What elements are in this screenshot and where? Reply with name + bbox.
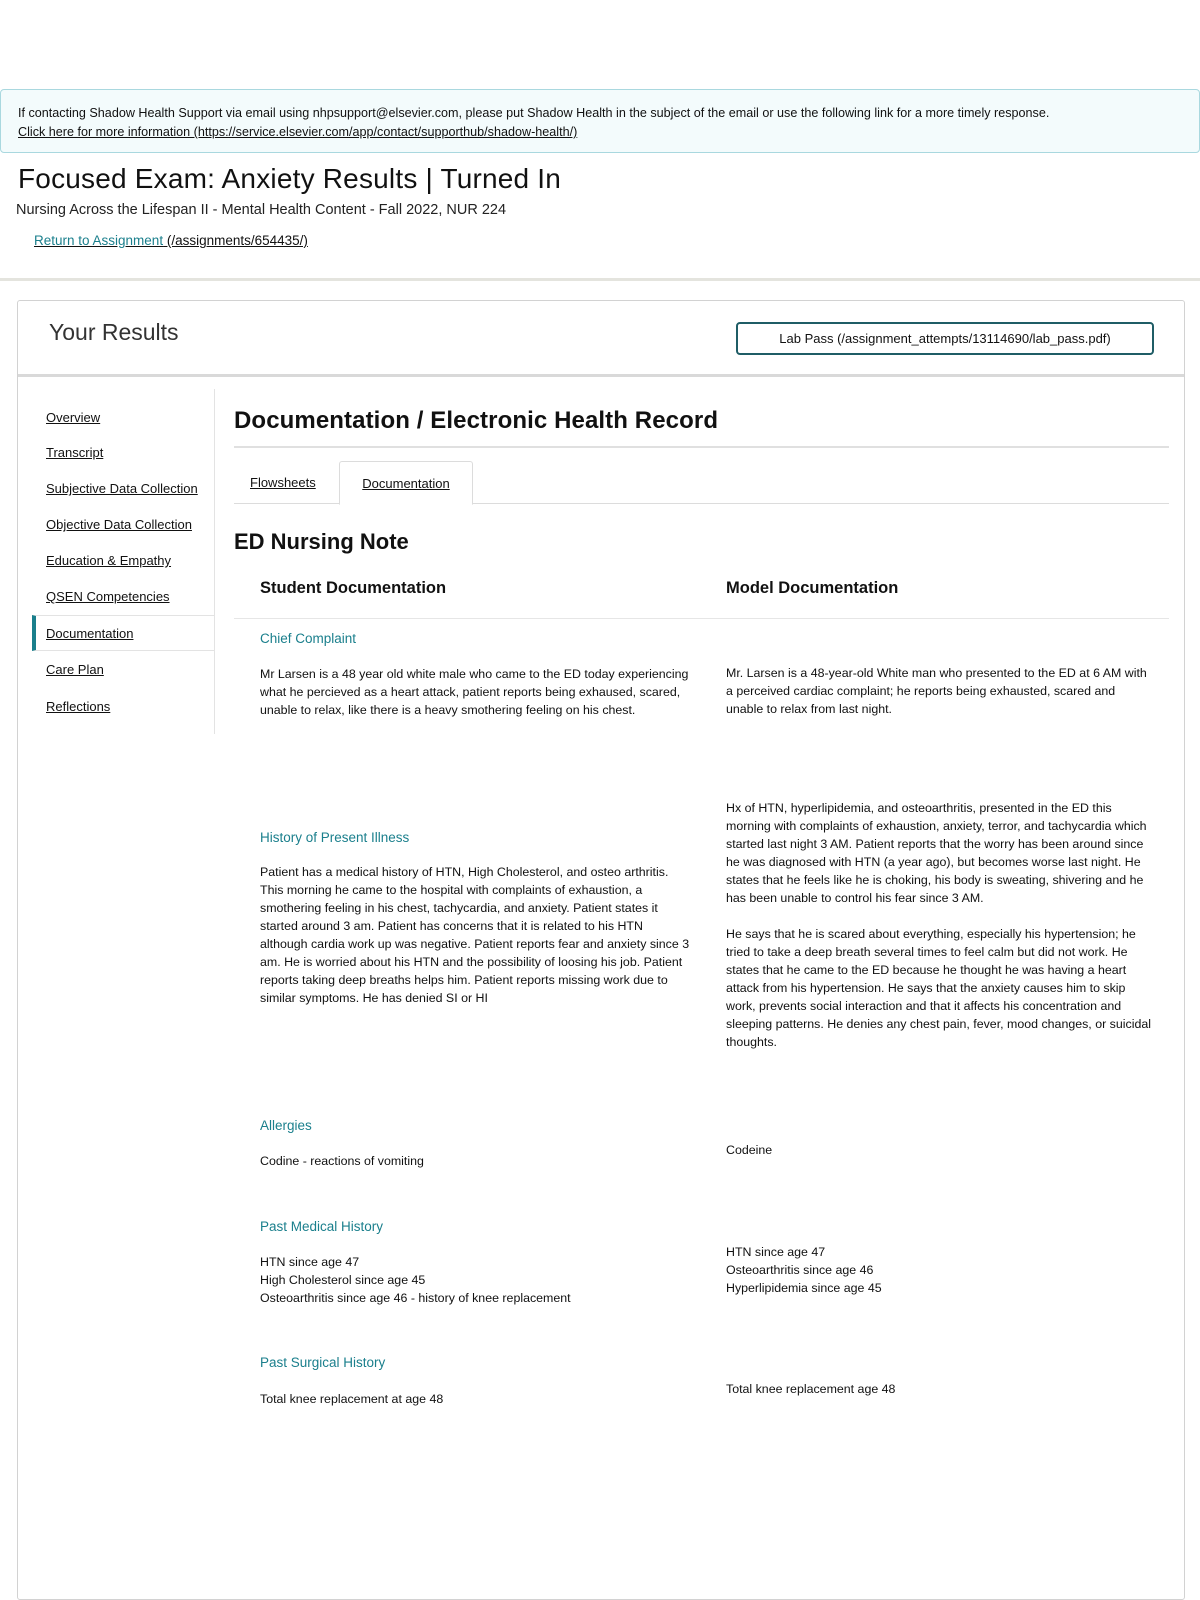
results-header: [18, 301, 1184, 377]
model-history-present-illness: Hx of HTN, hyperlipidemia, and osteoarthritis, presented in the ED this morning with complaints of exhaustion, anxiety, terror, and tachycardia which started last night 3 AM. Patient reports that the worry has been around since he was diagnosed with HTN (a year ago), but becomes worse last night. He states that he feels like he is choking, his body is sweating, shivering and he has been unable to control his fear since 3 AM. He says that he is scared about everything, especially his hypertension; he tried to take a deep breath several times to feel calm but did not work. He states that he came to the ED because he thought he was having a heart attack from his hypertension. He says that the anxiety causes him to skip work, prevents social interaction and that it affects his concentration and sleeping patterns. He denies any chest pain, fever, mood changes, or suicidal thoughts.: [726, 801, 1151, 1049]
support-notice: If contacting Shadow Health Support via email using nhpsupport@elsevier.com, please put Shadow Health in the subject of the email or use the following link for a more timely response.: [18, 106, 1050, 120]
student-column-header: Student Documentation: [260, 579, 447, 597]
model-chief-complaint: Mr. Larsen is a 48-year-old White man who presented to the ED at 6 AM with a perceived cardiac complaint; he reports being exhausted, scared and unable to relax from last night.: [726, 666, 1147, 716]
results-title: Your Results: [49, 319, 179, 345]
header-divider: [0, 278, 1200, 281]
results-panel: [17, 300, 1185, 1600]
sidebar-item-documentation[interactable]: Documentation: [32, 615, 215, 651]
sidebar-item-reflections[interactable]: Reflections: [46, 699, 111, 714]
field-label-past-surgical-history: Past Surgical History: [260, 1355, 386, 1370]
sidebar-item-subjective-data-collection[interactable]: Subjective Data Collection: [46, 481, 198, 496]
student-past-surgical-history: Total knee replacement at age 48: [260, 1392, 444, 1406]
tab-flowsheets[interactable]: Flowsheets: [250, 475, 316, 490]
support-link[interactable]: Click here for more information (https://service.elsevier.com/app/contact/supporthub/shadow-health/): [18, 125, 578, 139]
student-history-present-illness: Patient has a medical history of HTN, High Cholesterol, and osteo arthritis. This morning he came to the hospital with complaints of exhaustion, a smothering feeling in his chest, tachycardia, and anxiety. Patient states it started around 3 am. Patient has concerns that it is related to his HTN although cardia work up was negative. Patient reports fear and anxiety since 3 am. He is worried about his HTN and the possibility of loosing his job. Patient reports taking deep breaths helps him. Patient reports missing work due to similar symptoms. He has denied SI or HI: [260, 865, 690, 1005]
course-name: Nursing Across the Lifespan II - Mental Health Content - Fall 2022, NUR 224: [16, 202, 507, 218]
field-label-history-present-illness: History of Present Illness: [260, 830, 410, 845]
sidebar-item-overview[interactable]: Overview: [46, 410, 101, 425]
student-allergies: Codine - reactions of vomiting: [260, 1154, 424, 1168]
model-past-medical-history: HTN since age 47 Osteoarthritis since age 46 Hyperlipidemia since age 45: [726, 1245, 882, 1295]
title-divider: [234, 446, 1169, 448]
documentation-title: Documentation / Electronic Health Record: [234, 407, 719, 434]
return-link-url[interactable]: (/assignments/654435/): [163, 233, 308, 248]
return-link-label[interactable]: Return to Assignment: [34, 233, 164, 248]
section-title: ED Nursing Note: [234, 529, 409, 554]
page-title: Focused Exam: Anxiety Results | Turned In: [18, 163, 562, 194]
model-past-surgical-history: Total knee replacement age 48: [726, 1382, 896, 1396]
sidebar-item-qsen-competencies[interactable]: QSEN Competencies: [46, 589, 170, 604]
tab-documentation[interactable]: Documentation: [339, 461, 473, 505]
sidebar-item-care-plan[interactable]: Care Plan: [46, 662, 104, 677]
student-past-medical-history: HTN since age 47 High Cholesterol since age 45 Osteoarthritis since age 46 - history of knee replacement: [260, 1255, 571, 1305]
results-sidebar: [32, 389, 215, 734]
field-label-allergies: Allergies: [260, 1118, 312, 1133]
field-label-past-medical-history: Past Medical History: [260, 1219, 384, 1234]
sidebar-item-objective-data-collection[interactable]: Objective Data Collection: [46, 517, 192, 532]
support-banner: [0, 89, 1200, 153]
field-label-chief-complaint: Chief Complaint: [260, 631, 357, 646]
sidebar-item-education-empathy[interactable]: Education & Empathy: [46, 553, 172, 568]
model-allergies: Codeine: [726, 1143, 773, 1157]
sidebar-item-transcript[interactable]: Transcript: [46, 445, 104, 460]
documentation-tabs: [234, 461, 1169, 504]
student-chief-complaint: Mr Larsen is a 48 year old white male who came to the ED today experiencing what he percieved as a heart attack, patient reports being exhaused, scared, unable to relax, like there is a heavy smothering feeling on his chest.: [260, 667, 689, 717]
lab-pass-button[interactable]: Lab Pass (/assignment_attempts/13114690/lab_pass.pdf): [736, 322, 1154, 355]
return-to-assignment-link[interactable]: [34, 233, 308, 248]
model-column-header: Model Documentation: [726, 579, 899, 597]
column-divider: [234, 618, 1169, 619]
